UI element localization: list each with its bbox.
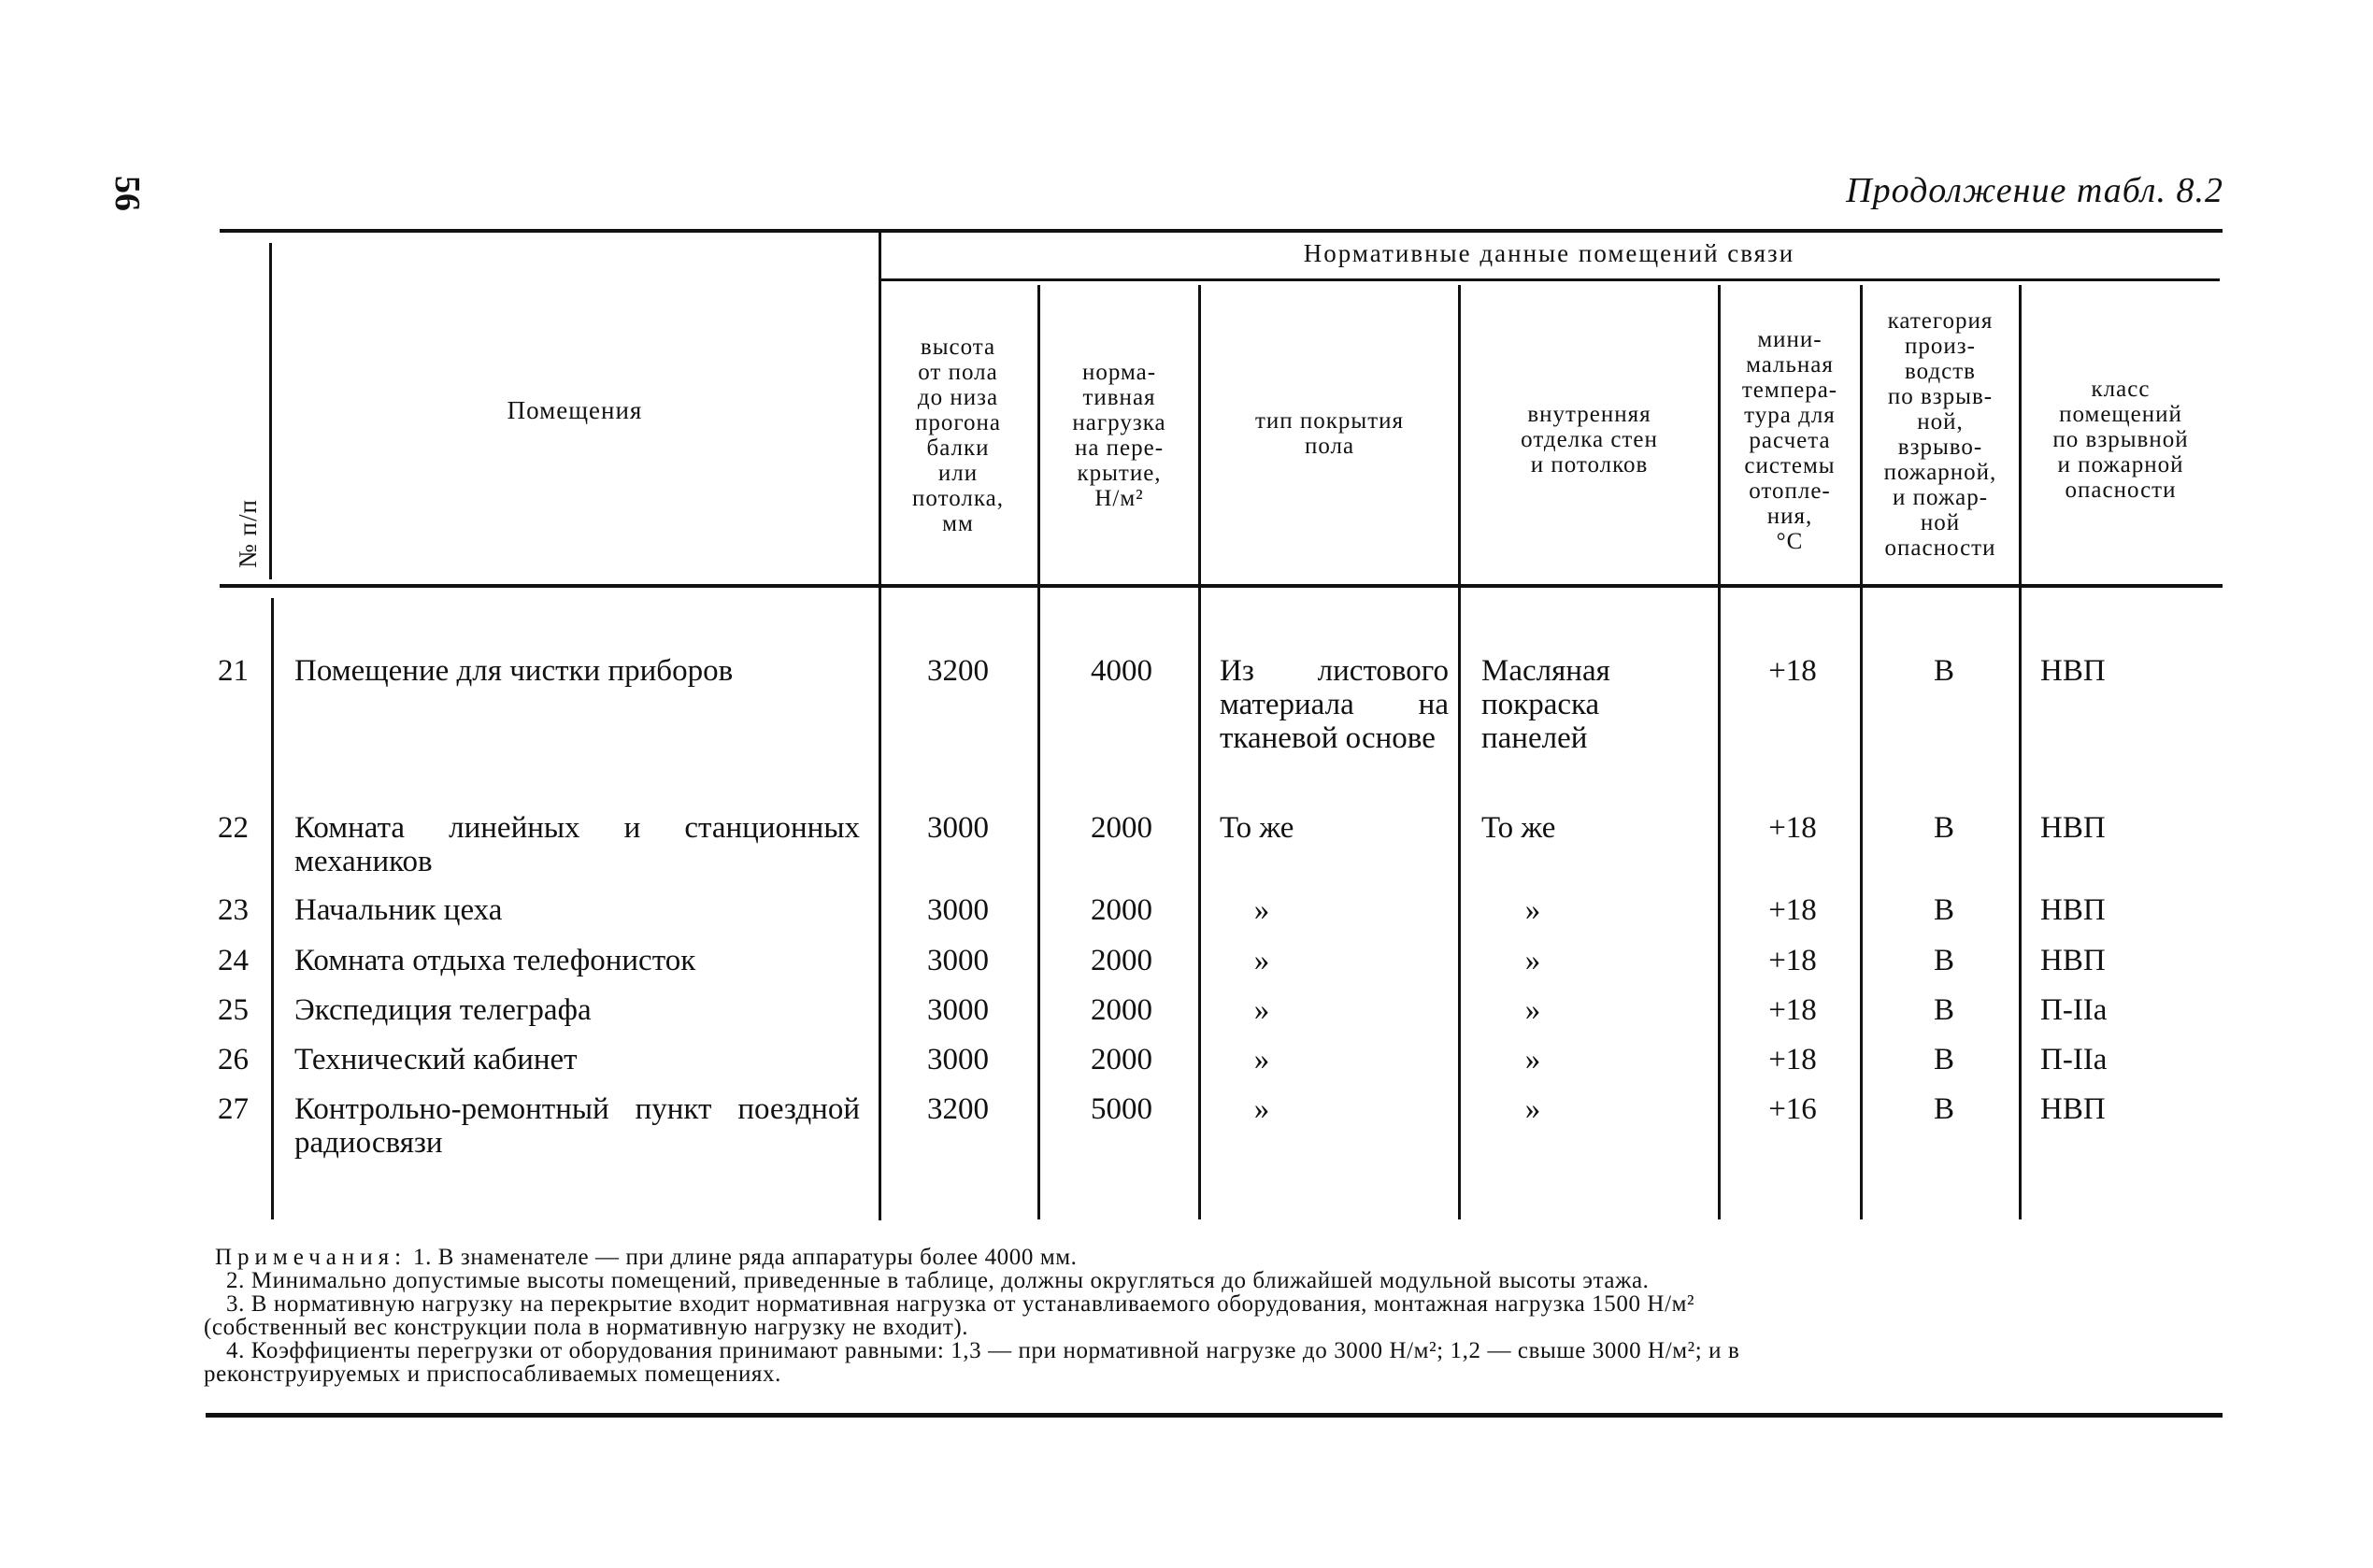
- class-value: НВП: [2040, 944, 2106, 977]
- room-name: Комната линейных и станционных механиков: [294, 811, 860, 878]
- table-notes: [204, 1245, 2224, 1387]
- col-divider: [879, 232, 881, 1220]
- height-value: 3000: [927, 993, 989, 1027]
- header-rooms: Помещения: [507, 396, 643, 424]
- temp-value: +18: [1768, 811, 1817, 845]
- load-value: 2000: [1091, 993, 1152, 1027]
- header-bottom-rule: [220, 584, 2223, 588]
- room-name: Экспедиция телеграфа: [294, 993, 592, 1027]
- note-4: 4. Коэффициенты перегрузки от оборудования принимают равными: 1,3 — при нормативной нагрузке до 3000 Н/м²; 1,2 — свыше 3000 Н/м²; и в: [226, 1338, 1740, 1363]
- col-divider: [1718, 285, 1721, 1219]
- note-2: 2. Минимально допустимые высоты помещений, приведенные в таблице, должны округляться до ближайшей модульной высоты этажа.: [226, 1268, 1650, 1293]
- room-name: Контрольно-ремонтный пункт поездной радиосвязи: [294, 1092, 860, 1160]
- class-value: П-IIа: [2040, 1043, 2108, 1076]
- room-name: Начальник цеха: [294, 893, 503, 927]
- height-value: 3000: [927, 1043, 989, 1076]
- note-1: 1. В знаменателе — при длине ряда аппаратуры более 4000 мм.: [412, 1245, 1078, 1270]
- floor-type: Из листового материала на тканевой основе: [1220, 654, 1449, 755]
- load-value: 4000: [1091, 654, 1152, 688]
- header-category: категория произ- водств по взрыв- ной, взрыво- пожарной, и пожар- ной опасности: [1883, 308, 1997, 561]
- category-value: В: [1933, 1092, 1954, 1126]
- col-divider: [2019, 285, 2022, 1219]
- wall-finish: »: [1524, 944, 1541, 977]
- temp-value: +18: [1768, 1043, 1817, 1076]
- row-number: 26: [218, 1043, 249, 1076]
- temp-value: +18: [1768, 993, 1817, 1027]
- header-temp: мини- мальная темпера- тура для расчета системы отопле- ния, °С: [1741, 327, 1838, 554]
- col-divider: [1458, 285, 1461, 1219]
- height-value: 3000: [927, 893, 989, 927]
- floor-type: »: [1253, 993, 1270, 1027]
- class-value: НВП: [2040, 811, 2106, 845]
- room-name: Помещение для чистки приборов: [294, 654, 734, 688]
- floor-type: »: [1253, 1092, 1270, 1126]
- row-number: 25: [218, 993, 249, 1027]
- note-3: 3. В нормативную нагрузку на перекрытие входит нормативная нагрузка от устанавливаемого оборудования, монтажная нагрузка 1500 Н/м²: [226, 1291, 1695, 1317]
- header-finish: внутренняя отделка стен и потолков: [1521, 402, 1658, 478]
- class-value: НВП: [2040, 893, 2106, 927]
- page-number: 56: [107, 176, 147, 211]
- load-value: 2000: [1091, 944, 1152, 977]
- floor-type: »: [1253, 944, 1270, 977]
- load-value: 5000: [1091, 1092, 1152, 1126]
- load-value: 2000: [1091, 811, 1152, 845]
- category-value: В: [1933, 654, 1954, 688]
- load-value: 2000: [1091, 893, 1152, 927]
- wall-finish: »: [1524, 1043, 1541, 1076]
- col-divider: [269, 243, 272, 579]
- wall-finish: »: [1524, 1092, 1541, 1126]
- table-top-rule: [220, 229, 2223, 233]
- floor-type: То же: [1220, 811, 1294, 845]
- temp-value: +18: [1768, 944, 1817, 977]
- wall-finish: То же: [1481, 811, 1556, 845]
- category-value: В: [1933, 1043, 1954, 1076]
- note-4-continued: реконструируемых и приспосабливаемых помещениях.: [204, 1361, 781, 1387]
- table-bottom-rule: [206, 1413, 2223, 1418]
- height-value: 3200: [927, 1092, 989, 1126]
- load-value: 2000: [1091, 1043, 1152, 1076]
- col-divider: [1198, 285, 1201, 1219]
- temp-value: +18: [1768, 893, 1817, 927]
- category-value: В: [1933, 993, 1954, 1027]
- floor-type: »: [1253, 1043, 1270, 1076]
- header-load: норма- тивная нагрузка на пере- крытие, Н/м²: [1072, 360, 1166, 511]
- header-class: класс помещений по взрывной и пожарной опасности: [2052, 377, 2189, 503]
- header-floor: тип покрытия пола: [1254, 408, 1405, 459]
- category-value: В: [1933, 811, 1954, 845]
- wall-finish: »: [1524, 993, 1541, 1027]
- height-value: 3200: [927, 654, 989, 688]
- row-number: 22: [218, 811, 249, 845]
- category-value: В: [1933, 944, 1954, 977]
- height-value: 3000: [927, 944, 989, 977]
- note-3-continued: (собственный вес конструкции пола в нормативную нагрузку не входит).: [204, 1315, 969, 1340]
- floor-type: »: [1253, 893, 1270, 927]
- category-value: В: [1933, 893, 1954, 927]
- row-number: 21: [218, 654, 249, 688]
- row-number: 23: [218, 893, 249, 927]
- room-name: Комната отдыха телефонисток: [294, 944, 696, 977]
- class-value: НВП: [2040, 1092, 2106, 1126]
- header-row-number: № п/п: [234, 499, 262, 568]
- row-number: 27: [218, 1092, 249, 1126]
- wall-finish: Масляная покраска панелей: [1481, 654, 1610, 755]
- col-divider: [1860, 285, 1863, 1219]
- class-value: П-IIа: [2040, 993, 2108, 1027]
- header-group: Нормативные данные помещений связи: [1303, 239, 1795, 267]
- col-divider: [1037, 285, 1040, 1219]
- table-caption: Продолжение табл. 8.2: [1846, 171, 2223, 210]
- temp-value: +16: [1768, 1092, 1817, 1126]
- notes-label: Примечания:: [215, 1245, 407, 1270]
- room-name: Технический кабинет: [294, 1043, 578, 1076]
- col-divider: [271, 598, 274, 1219]
- group-header-rule: [879, 278, 2220, 281]
- header-height: высота от пола до низа прогона балки или потолка, мм: [912, 335, 1004, 536]
- class-value: НВП: [2040, 654, 2106, 688]
- height-value: 3000: [927, 811, 989, 845]
- wall-finish: »: [1524, 893, 1541, 927]
- row-number: 24: [218, 944, 249, 977]
- temp-value: +18: [1768, 654, 1817, 688]
